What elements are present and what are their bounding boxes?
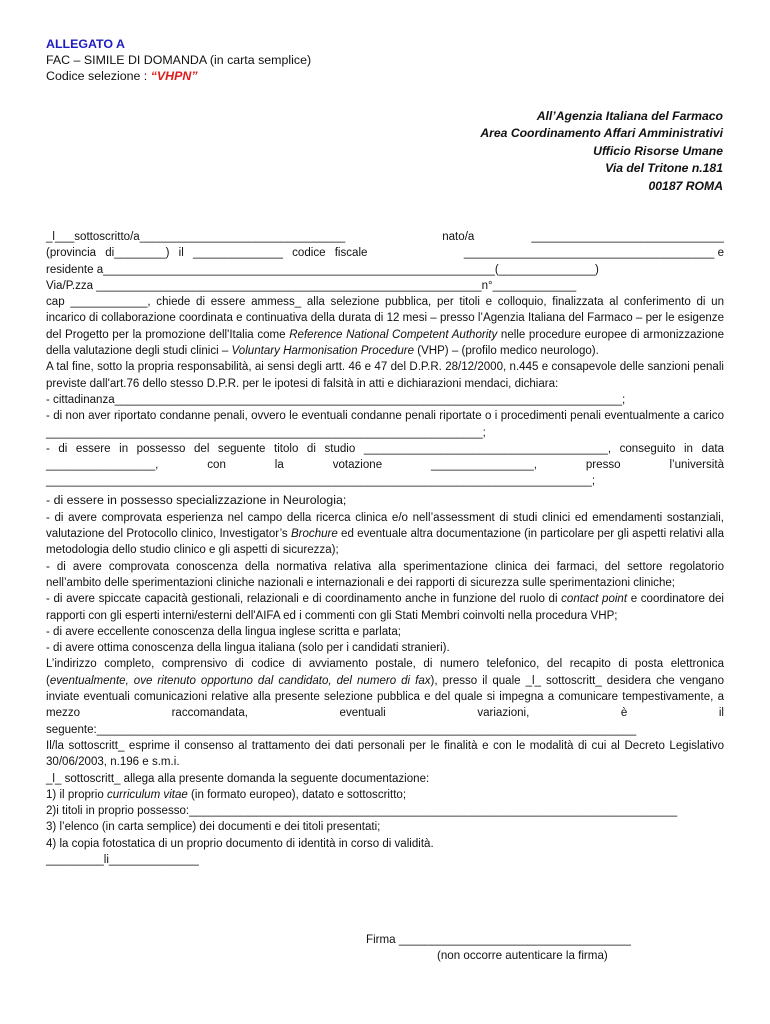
allega-line: _l_ sottoscritt_ allega alla presente domanda la seguente documentazione: (46, 772, 430, 785)
domanda-italic-2: Voluntary Harmonisation Procedure (231, 345, 415, 358)
domanda-italic-1: Reference National Competent Authority (289, 328, 498, 341)
codice-fiscale-field: _______________________________________ e (463, 247, 724, 260)
provincia-field: (provincia di________) il ______________ codice fiscale (46, 247, 368, 260)
doc1-text-1: 1) il proprio (46, 788, 107, 801)
recipient-address (480, 108, 723, 195)
esperienza-text-2: ed eventuale altra documentazione (in particolare per gli aspetti relativi alla metodologia dello studio clinico e gli aspetti di sicurezza); (46, 528, 724, 557)
doc-item-1 (46, 787, 724, 803)
codice-label: Codice selezione : (46, 69, 151, 83)
indirizzo-italic: eventualmente, ove ritenuto opportuno dal candidato, del numero di fax (49, 674, 431, 687)
italiana-item: - di avere ottima conoscenza della lingua italiana (solo per i candidati stranieri). (46, 642, 450, 655)
address-line-5: 00187 ROMA (648, 178, 723, 193)
esperienza-text-1: - di avere comprovata esperienza nel campo della ricerca clinica e/o nell’assessment di studi clinici ed emendamenti sostanziali, valutazione del Protocollo clinico, Investigator’s (46, 511, 724, 541)
nato-field: ______________________________ (531, 231, 724, 243)
address-line-1: All’Agenzia Italiana del Farmaco (536, 109, 723, 123)
esperienza-italic: Brochure (290, 528, 338, 541)
specializzazione-neurologia: - di essere in possesso specializzazione in Neurologia; (46, 492, 347, 507)
esperienza-paragraph (46, 510, 724, 559)
fac-simile-title: FAC – SIMILE DI DOMANDA (in carta semplice) (46, 53, 312, 67)
address-line-2: Area Coordinamento Affari Amministrativi (480, 126, 723, 141)
gestionali-text-2: e coordinatore dei rapporti con gli esperti interni/esterni dell'AIFA ed i commenti con gli Stati Membri coinvolti nella procedura VHP; (46, 593, 724, 622)
sottoscritto-row (46, 229, 724, 245)
codice-value: “VHPN” (150, 69, 198, 83)
domanda-paragraph (46, 294, 724, 359)
cittadinanza-field: - cittadinanza_______________________________________________________________________________; (46, 393, 626, 406)
application-form-body (46, 229, 724, 868)
indirizzo-text-2: ), presso il quale _l_ sottoscritt_ desidera che vengano inviate eventuali comunicazioni relative alla presente selezione pubblica e del quale si impegna a comunicare tempestivamente, a mezzo raccomandata, eventuali variazioni, è il (46, 674, 724, 720)
codice-selezione (46, 68, 311, 84)
doc-item-3: 3) l’elenco (in carta semplice) dei documenti e dei titoli presentati; (46, 821, 381, 834)
seguente-field: seguente:____________________________________________________________________________________ (46, 723, 637, 736)
doc1-italic: curriculum vitae (106, 788, 188, 801)
domanda-text-3: (VHP) – (profilo medico neurologo). (414, 345, 599, 358)
inglese-item: - di avere eccellente conoscenza della lingua inglese scritta e parlata; (46, 625, 401, 638)
sottoscritto-field: _l___sottoscritto/a________________________________ (46, 231, 346, 243)
universita-field: _____________________________________________________________________________________; (46, 475, 596, 488)
doc-item-4: 4) la copia fotostatica di un proprio documento di identità in corso di validità. (46, 837, 434, 850)
document-header (46, 36, 311, 84)
residente-field: residente a_____________________________________________________________(_______________) (46, 263, 599, 276)
provincia-row (46, 245, 724, 261)
address-line-4: Via del Tritone n.181 (605, 161, 723, 176)
consenso-paragraph: Il/la sottoscritt_ esprime il consenso al trattamento dei dati personali per le finalità e con le modalità di cui al Decreto Legislativo 30/06/2003, n.196 e s.m.i. (46, 739, 724, 769)
indirizzo-text-1: L’indirizzo completo, comprensivo di codice di avviamento postale, di numero telefonico, del recapito di posta elettronica ( (46, 658, 724, 687)
firma-field: Firma ____________________________________ (366, 933, 631, 946)
doc1-text-2: (in formato europeo), datato e sottoscritto; (187, 788, 407, 801)
doc-item-2: 2)i titoli in proprio possesso:____________________________________________________________________________ (46, 805, 678, 818)
indirizzo-paragraph (46, 656, 724, 721)
allegato-title: ALLEGATO A (46, 37, 125, 51)
domanda-text-2: nelle procedure europee di armonizzazione della valutazione degli studi clinici – (46, 328, 724, 358)
nato-label: nato/a (442, 231, 475, 243)
gestionali-paragraph (46, 591, 724, 624)
gestionali-text-1: - di avere spiccate capacità gestionali, relazionali e di coordinamento anche in funzione del ruolo di (46, 593, 562, 606)
domanda-text-1: cap ____________, chiede di essere ammess_ alla selezione pubblica, per titoli e colloquio, finalizzata al conferimento di un incarico di collaborazione coordinata e continuativa della durata di 12 mesi – presso l’Agenzia Italiana del Farmaco – per le esigenze del Progetto per la promozione dell'Italia come (46, 296, 724, 341)
dichiara-paragraph: A tal fine, sotto la propria responsabilità, ai sensi degli artt. 46 e 47 del D.P.R. 28/12/2000, n.445 e consapevole delle sanzioni penali previste dall'art.76 dello stesso D.P.R. per le ipotesi di falsità in atti e dichiarazioni mendaci, dichiara: (46, 361, 724, 390)
normativa-paragraph: - di avere comprovata conoscenza della normativa relativa alla sperimentazione clinica dei farmaci, del settore regolatorio nell’ambito delle sperimentazioni cliniche nazionali e internazionali e dei rapporti di sicurezza sulle sperimentazioni cliniche; (46, 560, 724, 589)
titolo-studio-field: - di essere in possesso del seguente titolo di studio ______________________________________, conseguito in data _________________, con la votazione ________________, presso l’università (46, 442, 724, 472)
firma-note: (non occorre autenticare la firma) (437, 949, 608, 962)
condanne-penali-field: - di non aver riportato condanne penali, ovvero le eventuali condanne penali riportate o i procedimenti penali eventualmente a carico ____________________________________________________________________; (46, 410, 724, 439)
luogo-data-field: _________li______________ (46, 853, 199, 866)
via-field: Via/P.zza ____________________________________________________________n°_____________ (46, 279, 577, 292)
address-line-3: Ufficio Risorse Umane (593, 143, 723, 158)
gestionali-italic: contact point (561, 593, 628, 606)
